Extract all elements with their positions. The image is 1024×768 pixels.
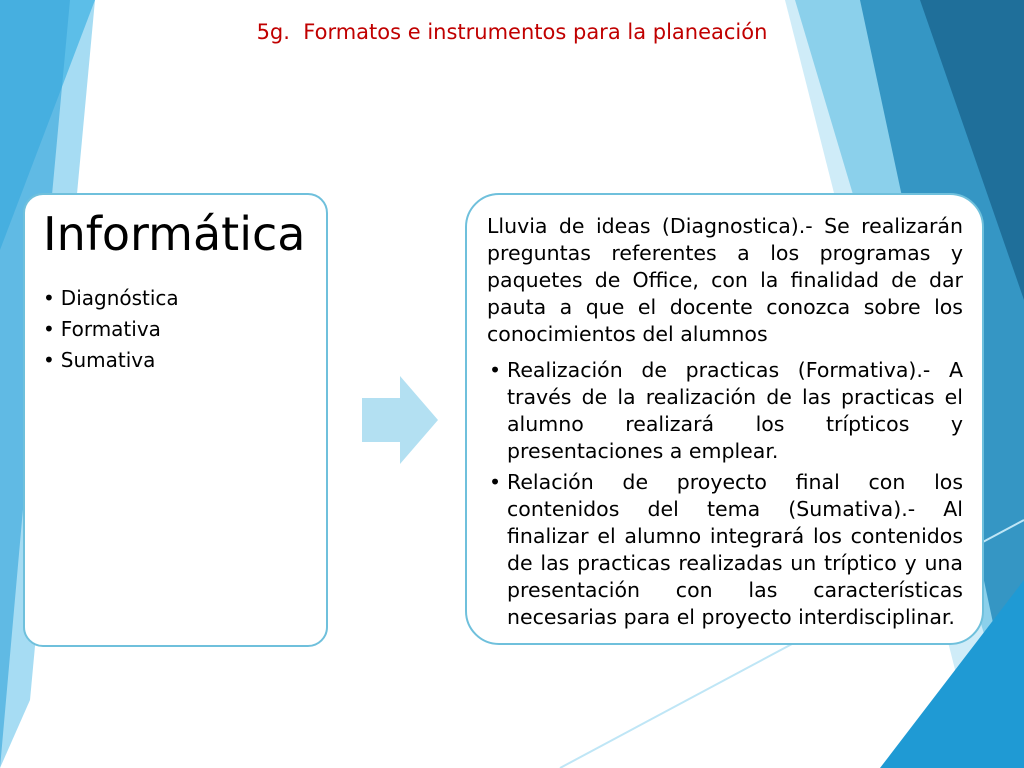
description-content	[487, 213, 963, 635]
card-heading: Informática	[43, 207, 306, 261]
list-item: • Sumativa	[43, 345, 179, 376]
activity-list	[487, 357, 963, 631]
right-arrow-icon	[362, 376, 438, 464]
list-item: • Formativa	[43, 314, 179, 345]
list-item: • Realización de practicas (Formativa).- A través de la realización de las practicas el alumno realizará los trípticos y presentaciones a emplear.	[487, 357, 963, 465]
intro-paragraph: Lluvia de ideas (Diagnostica).- Se realizarán preguntas referentes a los programas y paquetes de Office, con la finalidad de dar pauta a que el docente conozca sobre los conocimientos del alumnos	[487, 214, 963, 346]
informatica-card	[23, 193, 328, 647]
slide-title: 5g. Formatos e instrumentos para la planeación	[256, 20, 768, 44]
evaluation-type-list	[43, 283, 179, 376]
list-item: • Relación de proyecto final con los contenidos del tema (Sumativa).- Al finalizar el alumno integrará los contenidos de las practicas realizadas un tríptico y una presentación con las características necesarias para el proyecto interdisciplinar.	[487, 469, 963, 631]
list-item: • Diagnóstica	[43, 283, 179, 314]
